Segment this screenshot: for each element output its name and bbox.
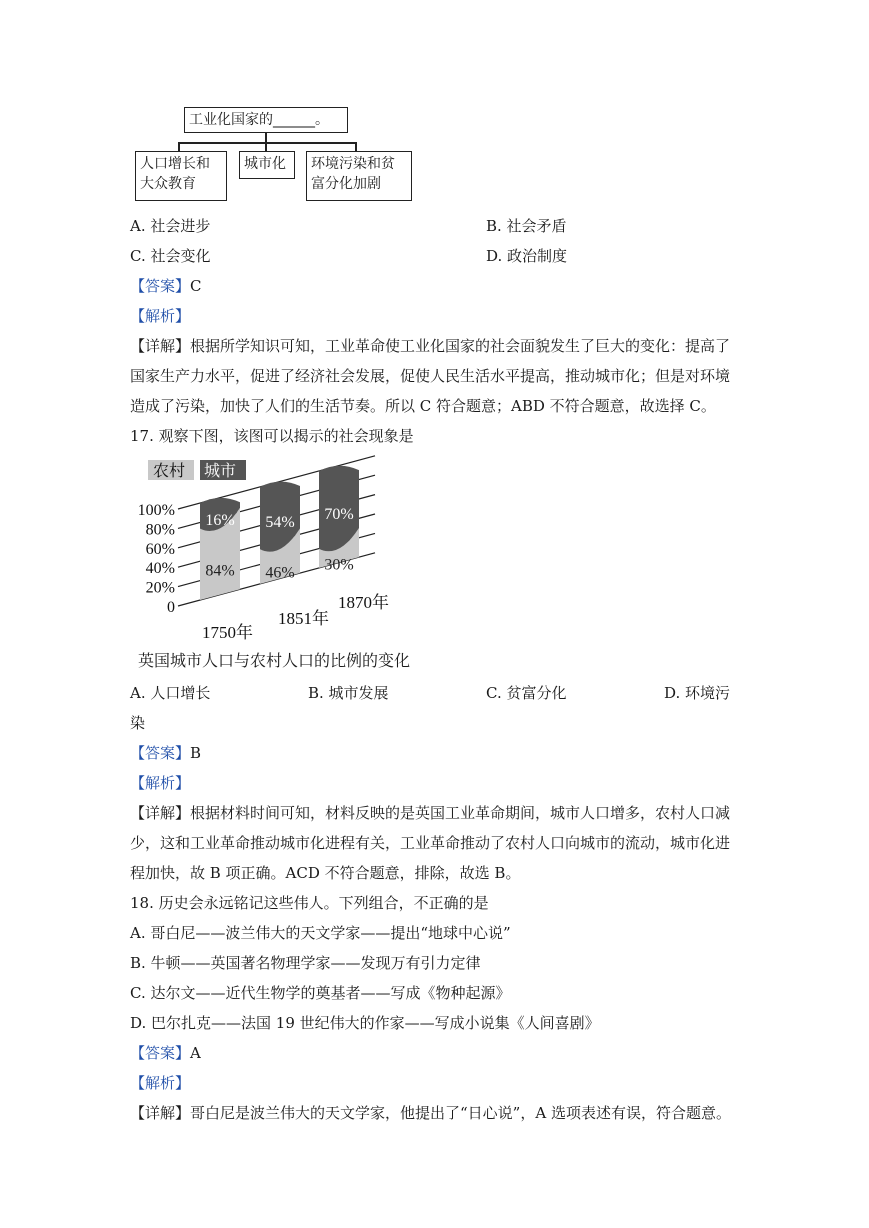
chart-caption: 英国城市人口与农村人口的比例的变化 [138,651,411,670]
q18-option-d: D. 巴尔扎克——法国 19 世纪伟大的作家——写成小说集《人间喜剧》 [130,1014,600,1032]
y-tick-label: 80% [145,521,175,539]
legend-label-rural: 农村 [153,463,186,480]
q17-detail-line-1 [130,803,730,823]
answer-tag: 【答案】 [130,1044,191,1062]
data-label-rural: 46% [265,564,295,582]
detail-text: 根据所学知识可知，工业革命使工业化国家的社会面貌发生了巨大的变化：提高了 [190,337,731,355]
q17-option-d: D. 环境污 [664,684,731,702]
q18-stem: 18. 历史会永远铭记这些伟人。下列组合，不正确的是 [130,894,489,912]
x-category-label: 1851年 [278,609,329,628]
detail-tag: 【详解】 [130,337,191,355]
q17-detail-line-2: 少，这和工业革命推动城市化进程有关，工业革命推动了农村人口向城市的流动，城市化进 [130,834,731,852]
detail-text: 根据材料时间可知，材料反映的是英国工业革命期间，城市人口增多，农村人口减 [190,804,731,822]
x-category-label: 1750年 [202,623,253,642]
q16-answer [130,276,202,296]
detail-tag: 【详解】 [130,804,191,822]
diagram-left-box [135,151,227,201]
q18-option-c: C. 达尔文——近代生物学的奠基者——写成《物种起源》 [130,984,511,1002]
data-label-urban: 54% [265,514,295,532]
data-label-urban: 16% [205,511,235,529]
q16-detail-line-1 [130,336,730,356]
q17-option-b: B. 城市发展 [308,684,389,702]
diagram-right-text: 环境污染和贫富分化加剧 [311,156,395,192]
q16-analysis-tag: 【解析】 [130,307,191,325]
x-category-label: 1870年 [338,593,389,612]
answer-tag: 【答案】 [130,277,191,295]
answer-value: A [190,1044,201,1062]
y-tick-label: 20% [145,579,175,597]
q16-detail-line-3: 造成了污染，加快了人们的生活节奏。所以 C 符合题意；ABD 不符合题意，故选择 C。 [130,397,716,415]
answer-value: C [190,277,202,295]
diagram-right-box [306,151,412,201]
q16-option-b: B. 社会矛盾 [486,217,567,235]
diagram-connector [178,142,356,144]
q16-detail-line-2: 国家生产力水平，促进了经济社会发展，促使人民生活水平提高，推动城市化；但是对环境 [130,367,731,385]
q18-analysis-tag: 【解析】 [130,1074,191,1092]
q18-answer [130,1043,201,1063]
data-label-rural: 30% [324,556,354,574]
diagram-middle-text: 城市化 [244,156,286,172]
data-label-rural: 84% [205,562,235,580]
y-tick-label: 100% [137,502,175,519]
y-tick-label: 40% [145,560,175,578]
answer-tag: 【答案】 [130,744,191,762]
q17-detail-line-3: 程加快，故 B 项正确。ACD 不符合题意，排除，故选 B。 [130,864,521,882]
q18-option-a: A. 哥白尼——波兰伟大的天文学家——提出“地球中心说” [130,924,511,942]
q17-option-c: C. 贫富分化 [486,684,567,702]
q16-option-c: C. 社会变化 [130,247,211,265]
diagram-top-text: 工业化国家的______。 [189,112,329,128]
q18-option-b: B. 牛顿——英国著名物理学家——发现万有引力定律 [130,954,481,972]
q17-analysis-tag: 【解析】 [130,774,191,792]
diagram-left-text: 人口增长和大众教育 [140,156,210,192]
diagram-middle-box [239,151,295,179]
q16-option-d: D. 政治制度 [486,247,568,265]
y-tick-label: 60% [145,540,175,558]
population-ratio-chart [120,456,460,676]
data-label-urban: 70% [324,505,354,523]
y-tick-label: 0 [167,599,175,616]
q17-option-d-wrap: 染 [130,714,146,732]
q18-detail [130,1103,731,1123]
answer-value: B [190,744,202,762]
q17-option-a: A. 人口增长 [130,684,211,702]
q17-answer [130,743,201,763]
q17-stem: 17. 观察下图，该图可以揭示的社会现象是 [130,427,414,445]
detail-tag: 【详解】 [130,1104,191,1122]
detail-text: 哥白尼是波兰伟大的天文学家，他提出了“日心说”，A 选项表述有误，符合题意。 [190,1104,731,1122]
q16-option-a: A. 社会进步 [130,217,211,235]
diagram-top-box [184,107,348,133]
legend-label-urban: 城市 [204,463,237,480]
